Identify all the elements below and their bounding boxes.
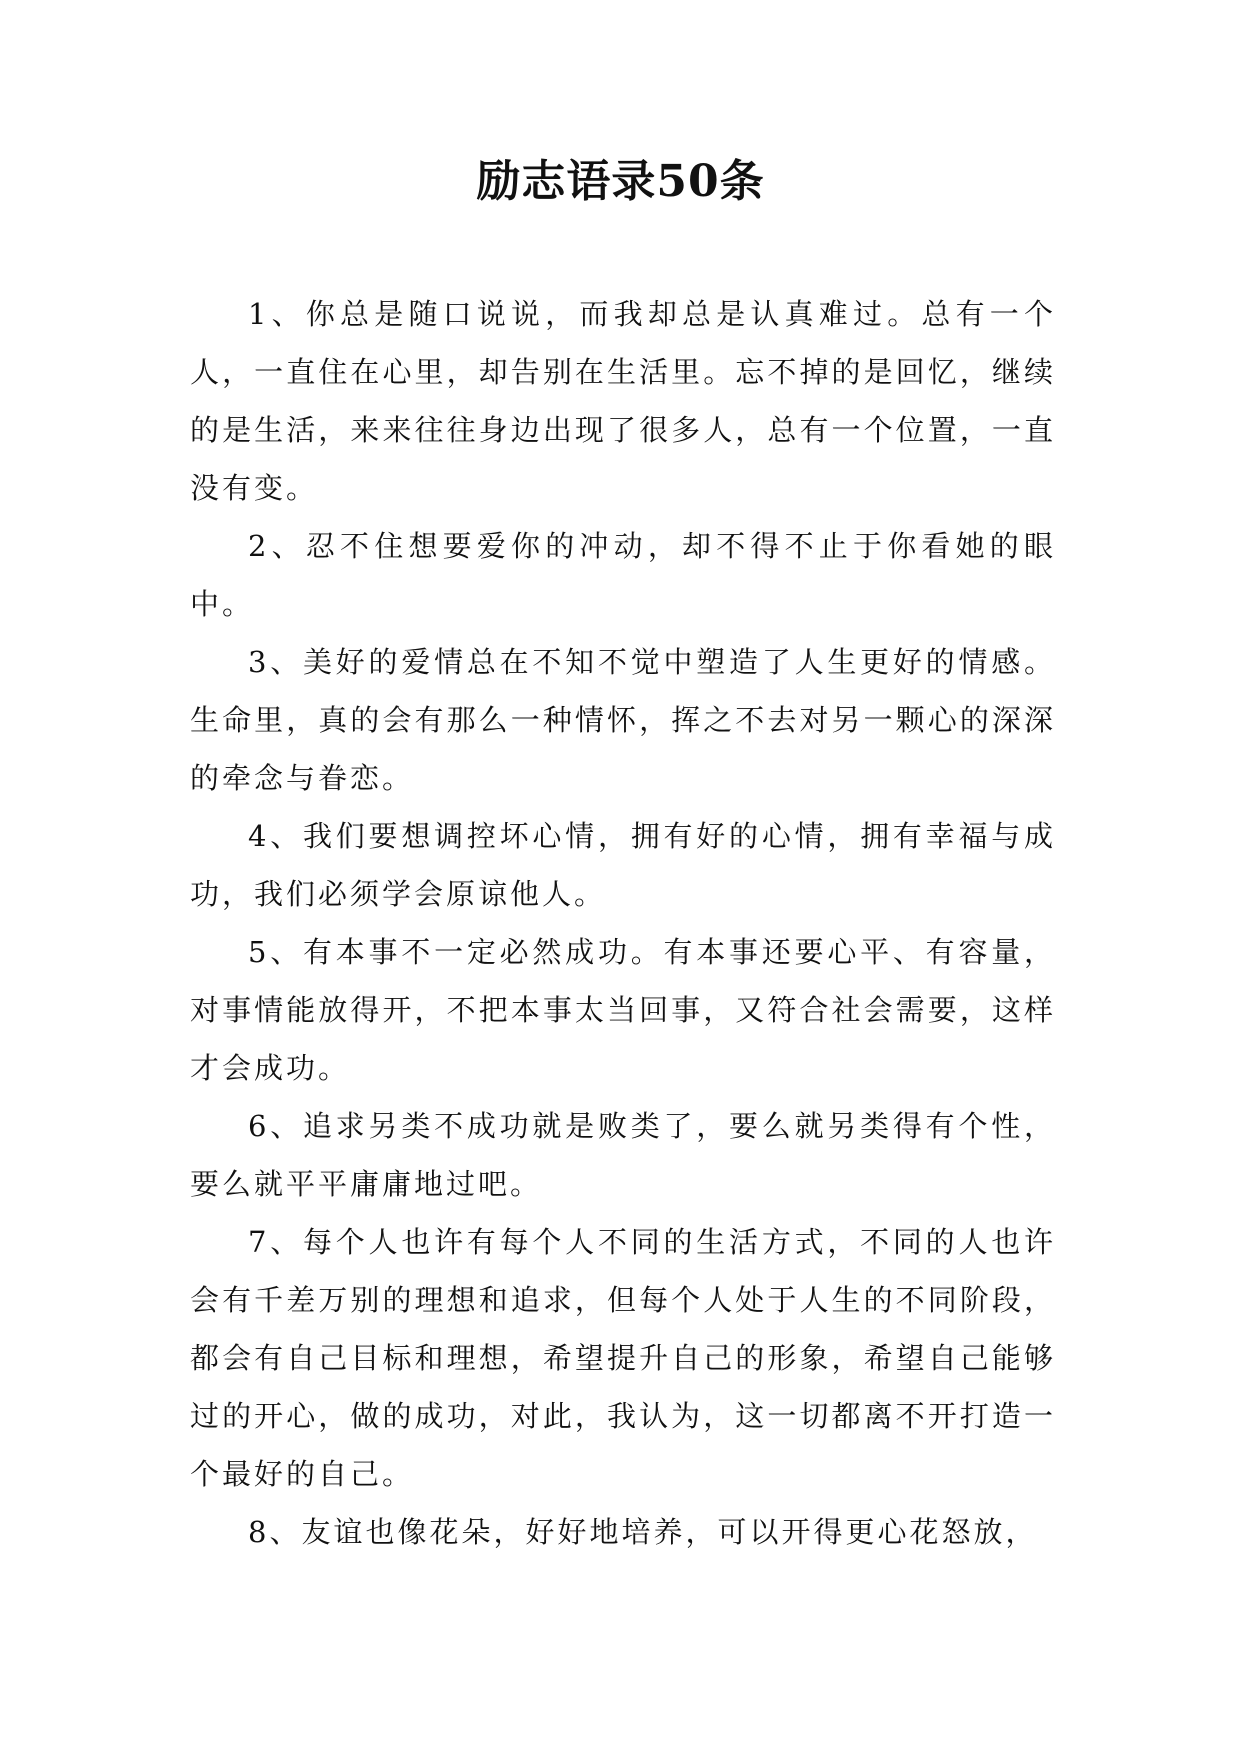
paragraph-8: 8、友谊也像花朵，好好地培养，可以开得更心花怒放， <box>248 1515 1038 1549</box>
paragraph-1: 1、你总是随口说说，而我却总是认真难过。总有一个人，一直住在心里，却告别在生活里。忘不掉的是回忆，继续的是生活，来来往往身边出现了很多人，总有一个位置，一直没有变。 <box>190 297 1056 505</box>
document-body <box>190 285 1056 1561</box>
paragraph-2: 2、忍不住想要爱你的冲动，却不得不止于你看她的眼中。 <box>190 529 1056 621</box>
paragraph-5: 5、有本事不一定必然成功。有本事还要心平、有容量，对事情能放得开，不把本事太当回事，又符合社会需要，这样才会成功。 <box>190 935 1056 1085</box>
paragraph-6: 6、追求另类不成功就是败类了，要么就另类得有个性，要么就平平庸庸地过吧。 <box>190 1109 1056 1201</box>
document-title: 励志语录50条 <box>476 156 765 207</box>
paragraph-7: 7、每个人也许有每个人不同的生活方式，不同的人也许会有千差万别的理想和追求，但每个人处于人生的不同阶段，都会有自己目标和理想，希望提升自己的形象，希望自己能够过的开心，做的成功，对此，我认为，这一切都离不开打造一个最好的自己。 <box>190 1225 1056 1491</box>
paragraph-4: 4、我们要想调控坏心情，拥有好的心情，拥有幸福与成功，我们必须学会原谅他人。 <box>190 819 1056 911</box>
paragraph-3: 3、美好的爱情总在不知不觉中塑造了人生更好的情感。生命里，真的会有那么一种情怀，挥之不去对另一颗心的深深的牵念与眷恋。 <box>190 645 1056 795</box>
